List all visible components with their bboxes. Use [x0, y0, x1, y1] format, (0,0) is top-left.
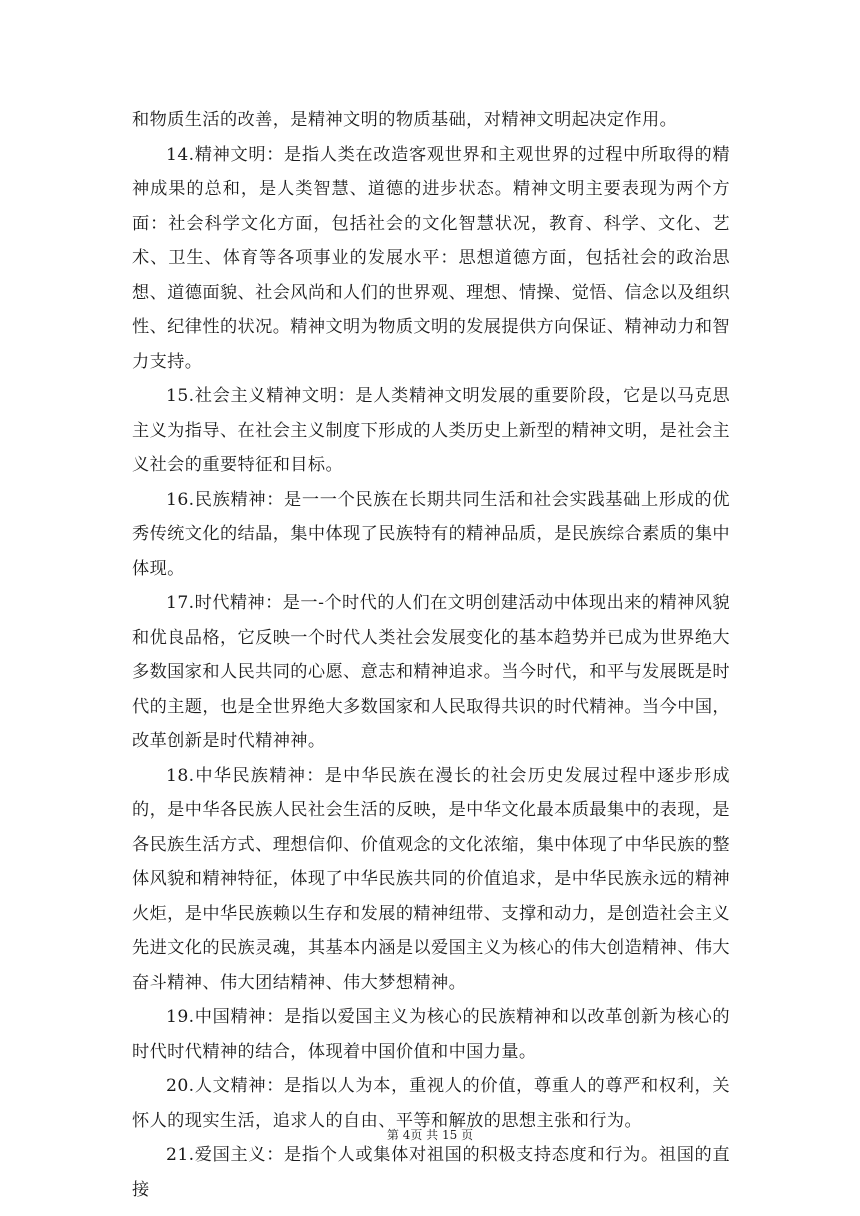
paragraph-continuation: 和物质生活的改善，是精神文明的物质基础，对精神文明起决定作用。: [132, 110, 678, 130]
paragraph-term-14: 14.精神文明：是指人类在改造客观世界和主观世界的过程中所取得的精神成果的总和，是人类智慧、道德的进步状态。精神文明主要表现为两个方面：社会科学文化方面，包括社会的文化智慧状况，教育、科学、文化、艺术、卫生、体育等各项事业的发展水平：思想道德方面，包括社会的政治思想、道德面貌、社会风尚和人们的世界观、理想、情操、觉悟、信念以及组织性、纪律性的状况。精神文明为物质文明的发展提供方向保证、精神动力和智力支持。: [132, 144, 730, 372]
paragraph-term-21: 21.爱国主义：是指个人或集体对祖国的积极支持态度和行为。祖国的直接: [132, 1145, 730, 1200]
paragraph-term-15: 15.社会主义精神文明：是人类精神文明发展的重要阶段，它是以马克思主义为指导、在社会主义制度下形成的人类历史上新型的精神文明，是社会主义社会的重要特征和目标。: [132, 386, 730, 475]
paragraph-term-18: 18.中华民族精神：是中华民族在漫长的社会历史发展过程中逐步形成的，是中华各民族人民社会生活的反映，是中华文化最本质最集中的表现，是各民族生活方式、理想信仰、价值观念的文化浓缩，集中体现了中华民族的整体风貌和精神特征，体现了中华民族共同的价值追求，是中华民族永远的精神火炬，是中华民族赖以生存和发展的精神纽带、支撑和动力，是创造社会主义先进文化的民族灵魂，其基本内涵是以爱国主义为核心的伟大创造精神、伟大奋斗精神、伟大团结精神、伟大梦想精神。: [132, 765, 730, 993]
paragraph-term-17: 17.时代精神：是一-个时代的人们在文明创建活动中体现出来的精神风貌和优良品格，它反映一个时代人类社会发展变化的基本趋势并已成为世界绝大多数国家和人民共同的心愿、意志和精神追求。当今时代，和平与发展既是时代的主题，也是全世界绝大多数国家和人民取得共识的时代精神。当今中国，改革创新是时代精神神。: [132, 593, 730, 751]
paragraph-term-16: 16.民族精神：是一一个民族在长期共同生活和社会实践基础上形成的优秀传统文化的结晶，集中体现了民族特有的精神品质，是民族综合素质的集中体现。: [132, 489, 730, 579]
page-number-footer: 第 4页 共 15 页: [386, 1128, 474, 1142]
document-body: [132, 103, 730, 1207]
paragraph-term-19: 19.中国精神：是指以爱国主义为核心的民族精神和以改革创新为核心的时代时代精神的结合，体现着中国价值和中国力量。: [132, 1007, 730, 1062]
paragraph-term-20: 20.人文精神：是指以人为本，重视人的价值，尊重人的尊严和权利，关怀人的现实生活，追求人的自由、平等和解放的思想主张和行为。: [132, 1076, 730, 1131]
